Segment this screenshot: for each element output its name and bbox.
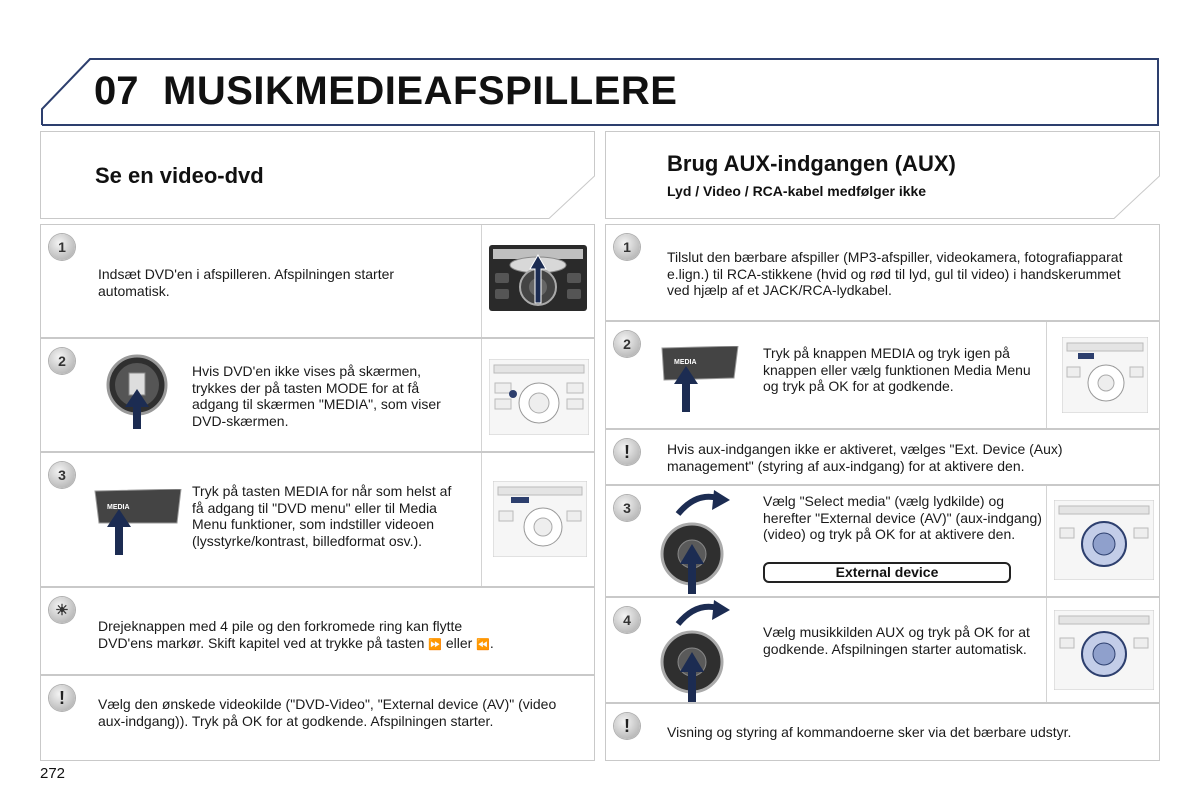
tip-line-1: Drejeknappen med 4 pile og den forkromede ring kan flytte (98, 618, 463, 634)
tip-line-2a: DVD'ens markør. Skift kapitel ved at trykke på tasten (98, 634, 425, 651)
tip-text (98, 618, 578, 653)
chapter-number: 07 (94, 69, 139, 113)
step-text: Indsæt DVD'en i afspilleren. Afspilningen starter automatisk. (98, 266, 395, 299)
console-image (493, 481, 587, 557)
tip-line-2b: eller (445, 634, 473, 651)
warning-text: Hvis aux-indgangen ikke er aktiveret, vælges "Ext. Device (Aux) management" (styring af aux-indgang) for at aktivere den. (667, 441, 1063, 474)
step-badge: 2 (614, 331, 640, 357)
right-step-3 (605, 485, 1160, 597)
left-step-3 (40, 452, 595, 587)
step-badge: 2 (49, 348, 75, 374)
page-number: 272 (40, 765, 66, 782)
step-badge: 3 (49, 462, 75, 488)
right-step-1 (605, 224, 1160, 321)
left-heading: Se en video-dvd (95, 163, 264, 188)
warning-icon: ! (49, 685, 75, 711)
chapter-header (40, 57, 1160, 125)
right-step-2 (605, 321, 1160, 429)
note-text: Vælg den ønskede videokilde ("DVD-Video", "External device (AV)" (video aux-indgang)). Tryk på OK for at godkende. Afspilningen starter. (98, 696, 557, 729)
mode-button-icon (103, 351, 173, 431)
external-device-option: External device (763, 562, 1011, 583)
right-step-4 (605, 597, 1160, 703)
step-badge: 3 (614, 495, 640, 521)
right-subheading: Lyd / Video / RCA-kabel medfølger ikke (667, 183, 927, 199)
rotary-knob-icon (660, 488, 750, 596)
left-tip (40, 587, 595, 675)
next-chapter-icon: ⏩ (428, 638, 442, 651)
tip-line-2 (98, 635, 578, 654)
right-warning-2 (605, 703, 1160, 761)
left-note (40, 675, 595, 761)
right-warning-1 (605, 429, 1160, 485)
step-badge: 1 (49, 234, 75, 260)
console-image (1062, 337, 1148, 413)
warning-icon: ! (614, 713, 640, 739)
warning-text: Visning og styring af kommandoerne sker via det bærbare udstyr. (667, 724, 1072, 740)
media-button-label: MEDIA (107, 504, 130, 511)
previous-chapter-icon: ⏪ (476, 638, 490, 651)
dvd-insert-image (489, 245, 587, 311)
left-heading-box (40, 131, 595, 219)
step-text: Vælg "Select media" (vælg lydkilde) og herefter "External device (AV)" (aux-indgang) (video) og tryk på OK for at aktivere den. (763, 493, 1042, 542)
rotary-knob-icon (660, 600, 750, 704)
step-text: Hvis DVD'en ikke vises på skærmen, trykkes der på tasten MODE for at få adgang til skærmen "MEDIA", som viser DVD-skærmen. (192, 363, 441, 429)
right-heading-box (605, 131, 1160, 219)
step-badge: 1 (614, 234, 640, 260)
step-text: Vælg musikkilden AUX og tryk på OK for at godkende. Afspilningen starter automatisk. (763, 624, 1030, 657)
chapter-title: MUSIKMEDIEAFSPILLERE (163, 69, 678, 113)
console-image (489, 359, 589, 435)
tip-line-2c: . (489, 634, 494, 651)
step-text: Tryk på tasten MEDIA for når som helst af få adgang til "DVD menu" eller til Media Menu funktioner, som indstiller videoen (lysstyrke/kontrast, billedformat osv.). (192, 483, 452, 549)
console-image (1054, 610, 1154, 690)
right-heading: Brug AUX-indgangen (AUX) (667, 151, 956, 176)
left-step-2 (40, 338, 595, 452)
step-badge: 4 (614, 607, 640, 633)
media-button-icon (93, 489, 185, 557)
step-text: Tilslut den bærbare afspiller (MP3-afspiller, videokamera, fotografiapparat e.lign.) til RCA-stikkene (hvid og rød til lyd, gul til video) i handskerummet ved hjælp af et JACK/RCA-lydkabel. (667, 249, 1123, 298)
warning-icon: ! (614, 439, 640, 465)
media-button-label: MEDIA (674, 359, 697, 366)
console-image (1054, 500, 1154, 580)
media-button-icon (660, 346, 742, 414)
left-step-1 (40, 224, 595, 338)
step-text: Tryk på knappen MEDIA og tryk igen på knappen eller vælg funktionen Media Menu og tryk på OK for at godkende. (763, 345, 1031, 394)
tip-icon: ☀ (49, 597, 75, 623)
